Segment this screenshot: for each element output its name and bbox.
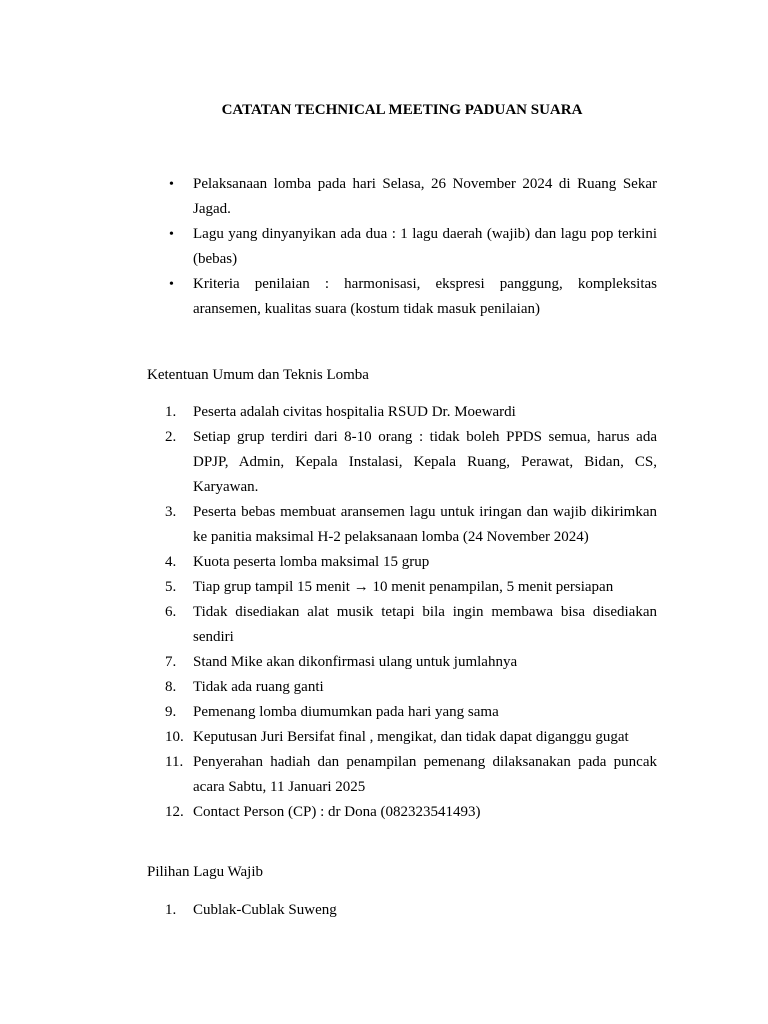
- list-item-text: Peserta adalah civitas hospitalia RSUD Dr. Moewardi: [193, 404, 516, 420]
- bullet-item: [169, 272, 657, 322]
- list-number: 3.: [165, 504, 177, 520]
- list-item: [165, 898, 657, 923]
- list-item: [165, 425, 657, 500]
- list-number: 2.: [165, 429, 177, 445]
- bullet-icon: •: [169, 227, 174, 242]
- list-number: 12.: [165, 804, 184, 820]
- section-heading-ketentuan: Ketentuan Umum dan Teknis Lomba: [147, 367, 369, 383]
- section-heading-lagu-wajib: Pilihan Lagu Wajib: [147, 864, 264, 880]
- list-item: [165, 700, 657, 725]
- list-number: 4.: [165, 554, 177, 570]
- list-number: 1.: [165, 404, 177, 420]
- list-item-text: Tidak disediakan alat musik tetapi bila ingin membawa bisa disediakan sendiri: [193, 604, 657, 645]
- bullet-text: Lagu yang dinyanyikan ada dua : 1 lagu daerah (wajib) dan lagu pop terkini (bebas): [193, 226, 657, 267]
- list-item: [165, 600, 657, 650]
- list-item: [165, 750, 657, 800]
- list-item-text: Peserta bebas membuat aransemen lagu untuk iringan dan wajib dikirimkan ke panitia maksimal H-2 pelaksanaan lomba (24 November 2024): [193, 504, 657, 545]
- list-item-text: Keputusan Juri Bersifat final , mengikat, dan tidak dapat diganggu gugat: [193, 729, 629, 745]
- list-item: [165, 400, 657, 425]
- list-number: 7.: [165, 654, 177, 670]
- list-item-text: Stand Mike akan dikonfirmasi ulang untuk jumlahnya: [193, 654, 518, 670]
- summary-bullet-list: [169, 172, 657, 322]
- list-item: [165, 725, 657, 750]
- songs-numbered-list: [165, 898, 657, 923]
- rules-numbered-list: [165, 400, 657, 825]
- list-item-text: Setiap grup terdiri dari 8-10 orang : tidak boleh PPDS semua, harus ada DPJP, Admin, Kepala Instalasi, Kepala Ruang, Perawat, Bidan, CS, Karyawan.: [193, 429, 657, 495]
- list-number: 5.: [165, 579, 177, 595]
- bullet-item: [169, 222, 657, 272]
- bullet-icon: •: [169, 177, 174, 192]
- list-item: [165, 575, 657, 600]
- bullet-icon: •: [169, 277, 174, 292]
- list-item: [165, 550, 657, 575]
- list-item-text: Contact Person (CP) : dr Dona (082323541493): [193, 804, 481, 820]
- list-number: 8.: [165, 679, 177, 695]
- document-title: CATATAN TECHNICAL MEETING PADUAN SUARA: [221, 102, 583, 118]
- list-item: [165, 800, 657, 825]
- bullet-text: Pelaksanaan lomba pada hari Selasa, 26 November 2024 di Ruang Sekar Jagad.: [193, 176, 657, 217]
- list-item-text: Tiap grup tampil 15 menit → 10 menit penampilan, 5 menit persiapan: [193, 579, 614, 595]
- list-number: 9.: [165, 704, 177, 720]
- list-item-text: Penyerahan hadiah dan penampilan pemenang dilaksanakan pada puncak acara Sabtu, 11 Januari 2025: [193, 754, 657, 795]
- list-item-text: Kuota peserta lomba maksimal 15 grup: [193, 554, 430, 570]
- list-number: 11.: [165, 754, 184, 770]
- list-number: 6.: [165, 604, 177, 620]
- list-item-text: Cublak-Cublak Suweng: [193, 902, 337, 918]
- list-item: [165, 500, 657, 550]
- bullet-item: [169, 172, 657, 222]
- list-number: 10.: [165, 729, 184, 745]
- bullet-text: Kriteria penilaian : harmonisasi, ekspresi panggung, kompleksitas aransemen, kualitas suara (kostum tidak masuk penilaian): [193, 276, 657, 317]
- list-item: [165, 675, 657, 700]
- list-item: [165, 650, 657, 675]
- list-number: 1.: [165, 902, 177, 918]
- list-item-text: Tidak ada ruang ganti: [193, 679, 324, 695]
- list-item-text: Pemenang lomba diumumkan pada hari yang sama: [193, 704, 499, 720]
